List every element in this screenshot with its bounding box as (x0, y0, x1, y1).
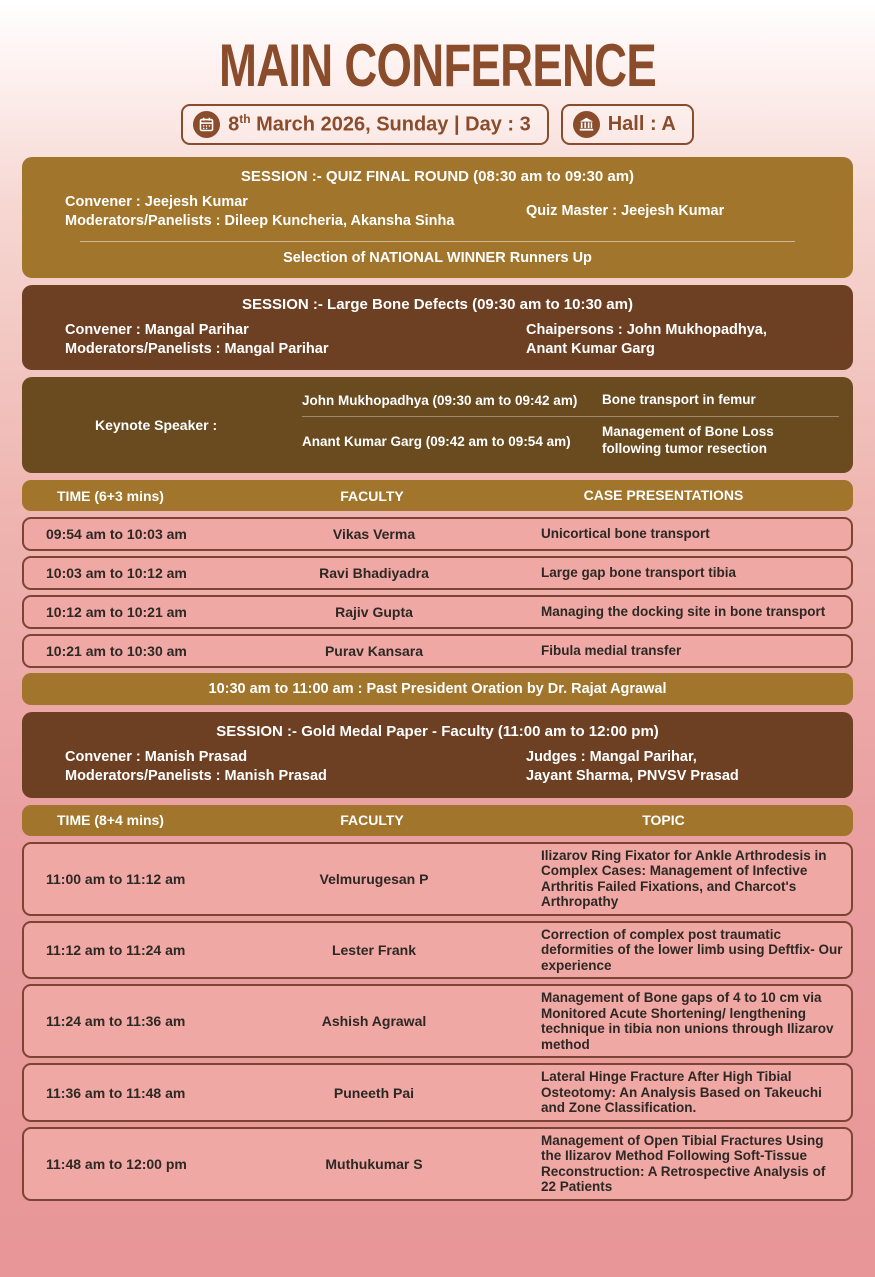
row-time: 10:21 am to 10:30 am (46, 643, 187, 659)
row-time: 11:00 am to 11:12 am (46, 870, 186, 887)
row-faculty: Ashish Agrawal (321, 1013, 427, 1030)
keynote-row (302, 416, 839, 465)
row-faculty: Puneeth Pai (333, 1084, 415, 1101)
session-large-bone-defects (22, 285, 853, 371)
column-header-faculty: FACULTY (340, 487, 404, 504)
row-time: 10:12 am to 10:21 am (46, 604, 187, 620)
row-topic: Unicortical bone transport (541, 526, 710, 542)
table-row (22, 842, 853, 916)
page-title: MAIN CONFERENCE (218, 32, 656, 99)
judges-line2: Jayant Sharma, PNVSV Prasad (526, 767, 739, 784)
judges-line1: Judges : Mangal Parihar, (526, 749, 697, 765)
conference-schedule-page (0, 32, 875, 1277)
row-time: 11:12 am to 11:24 am (46, 942, 186, 959)
session-title: SESSION :- Large Bone Defects (09:30 am to 10:30 am) (242, 295, 633, 313)
convener: Convener : Mangal Parihar (65, 321, 249, 338)
row-faculty: Muthukumar S (325, 1155, 423, 1172)
convener: Convener : Manish Prasad (65, 749, 248, 765)
session-left-column (65, 748, 526, 786)
column-header-case-presentations: CASE PRESENTATIONS (583, 487, 744, 504)
convener: Convener : Jeejesh Kumar (65, 194, 248, 210)
row-topic: Large gap bone transport tibia (541, 565, 737, 581)
column-header-faculty: FACULTY (340, 812, 404, 829)
session-people (22, 321, 853, 359)
session-title: SESSION :- QUIZ FINAL ROUND (08:30 am to 09:30 am) (240, 168, 635, 185)
calendar-icon (193, 111, 220, 138)
row-time: 11:48 am to 12:00 pm (46, 1155, 187, 1172)
chairpersons-line2: Anant Kumar Garg (526, 340, 655, 357)
row-topic: Management of Bone gaps of 4 to 10 cm via Monitored Acute Shortening/ lengthening technique in tibia non unions through Ilizarov method (541, 990, 834, 1052)
table-row (22, 1127, 853, 1201)
table-row (22, 1063, 853, 1122)
session-right-column (526, 193, 808, 231)
row-faculty: Rajiv Gupta (335, 604, 413, 620)
moderators: Moderators/Panelists : Manish Prasad (65, 767, 327, 784)
date-text: 8th March 2026, Sunday | Day : 3 (228, 112, 531, 136)
column-header-time: TIME (6+3 mins) (57, 487, 164, 504)
row-time: 09:54 am to 10:03 am (46, 526, 187, 542)
column-header-time: TIME (8+4 mins) (57, 812, 164, 829)
quiz-master: Quiz Master : Jeejesh Kumar (526, 203, 725, 220)
row-topic: Managing the docking site in bone transport (541, 604, 826, 620)
row-time: 11:24 am to 11:36 am (46, 1013, 186, 1030)
session-title: SESSION :- Gold Medal Paper - Faculty (11:00 am to 12:00 pm) (216, 723, 659, 740)
session-right-column (526, 321, 808, 359)
keynote-label: Keynote Speaker : (95, 417, 218, 434)
row-faculty: Velmurugesan P (319, 870, 429, 887)
table-row (22, 595, 853, 629)
row-topic: Correction of complex post traumatic deformities of the lower limb using Deftfix- Our experience (541, 926, 843, 973)
hall-building-icon (573, 111, 600, 138)
hall-text: Hall : A (607, 113, 676, 135)
table-row (22, 921, 853, 980)
date-badge (181, 104, 549, 145)
chairpersons-line1: Chaipersons : John Mukhopadhya, (526, 321, 767, 338)
row-topic: Fibula medial transfer (541, 643, 682, 659)
row-time: 10:03 am to 10:12 am (46, 565, 187, 581)
moderators: Moderators/Panelists : Mangal Parihar (65, 340, 329, 357)
column-header-topic: TOPIC (642, 812, 685, 829)
session-left-column (65, 321, 526, 359)
session-people (22, 193, 853, 231)
keynote-speakers-block (22, 377, 853, 473)
case-presentations-table-header (22, 480, 853, 511)
gold-medal-table-header (22, 805, 853, 836)
row-faculty: Vikas Verma (332, 526, 416, 542)
session-left-column (65, 193, 526, 231)
keynote-row (302, 385, 839, 416)
row-time: 11:36 am to 11:48 am (46, 1084, 186, 1101)
keynote-topic: Bone transport in femur (602, 392, 756, 408)
row-faculty: Lester Frank (331, 942, 417, 959)
row-topic: Ilizarov Ring Fixator for Ankle Arthrodesis in Complex Cases: Management of Infective Arthritis Failed Fixations, and Charcot's Arthropathy (541, 847, 827, 910)
keynote-speaker: John Mukhopadhya (09:30 am to 09:42 am) (302, 393, 578, 409)
session-gold-medal-paper (22, 712, 853, 798)
row-topic: Lateral Hinge Fracture After High Tibial Osteotomy: An Analysis Based on Takeuchi and Zone Classification. (541, 1069, 822, 1116)
session-divider (80, 241, 795, 242)
session-quiz-final-round (22, 157, 853, 278)
table-row (22, 634, 853, 668)
keynote-speaker: Anant Kumar Garg (09:42 am to 09:54 am) (302, 433, 571, 449)
keynote-topic: Management of Bone Loss following tumor resection (602, 424, 774, 457)
past-president-oration-banner: 10:30 am to 11:00 am : Past President Oration by Dr. Rajat Agrawal (22, 673, 853, 705)
keynote-rows (302, 385, 853, 465)
table-row (22, 517, 853, 551)
moderators: Moderators/Panelists : Dileep Kuncheria, Akansha Sinha (65, 212, 455, 229)
hall-badge (561, 104, 694, 145)
session-people (22, 748, 853, 786)
row-faculty: Ravi Bhadiyadra (319, 565, 429, 581)
session-right-column (526, 748, 808, 786)
row-topic: Management of Open Tibial Fractures Using the Ilizarov Method Following Soft-Tissue Reconstruction: A Retrospective Analysis of 22 Patients (541, 1132, 826, 1195)
table-row (22, 556, 853, 590)
table-row (22, 984, 853, 1058)
quiz-footer-note: Selection of NATIONAL WINNER Runners Up (283, 249, 592, 266)
header-badges (0, 104, 875, 145)
row-faculty: Purav Kansara (324, 643, 424, 659)
